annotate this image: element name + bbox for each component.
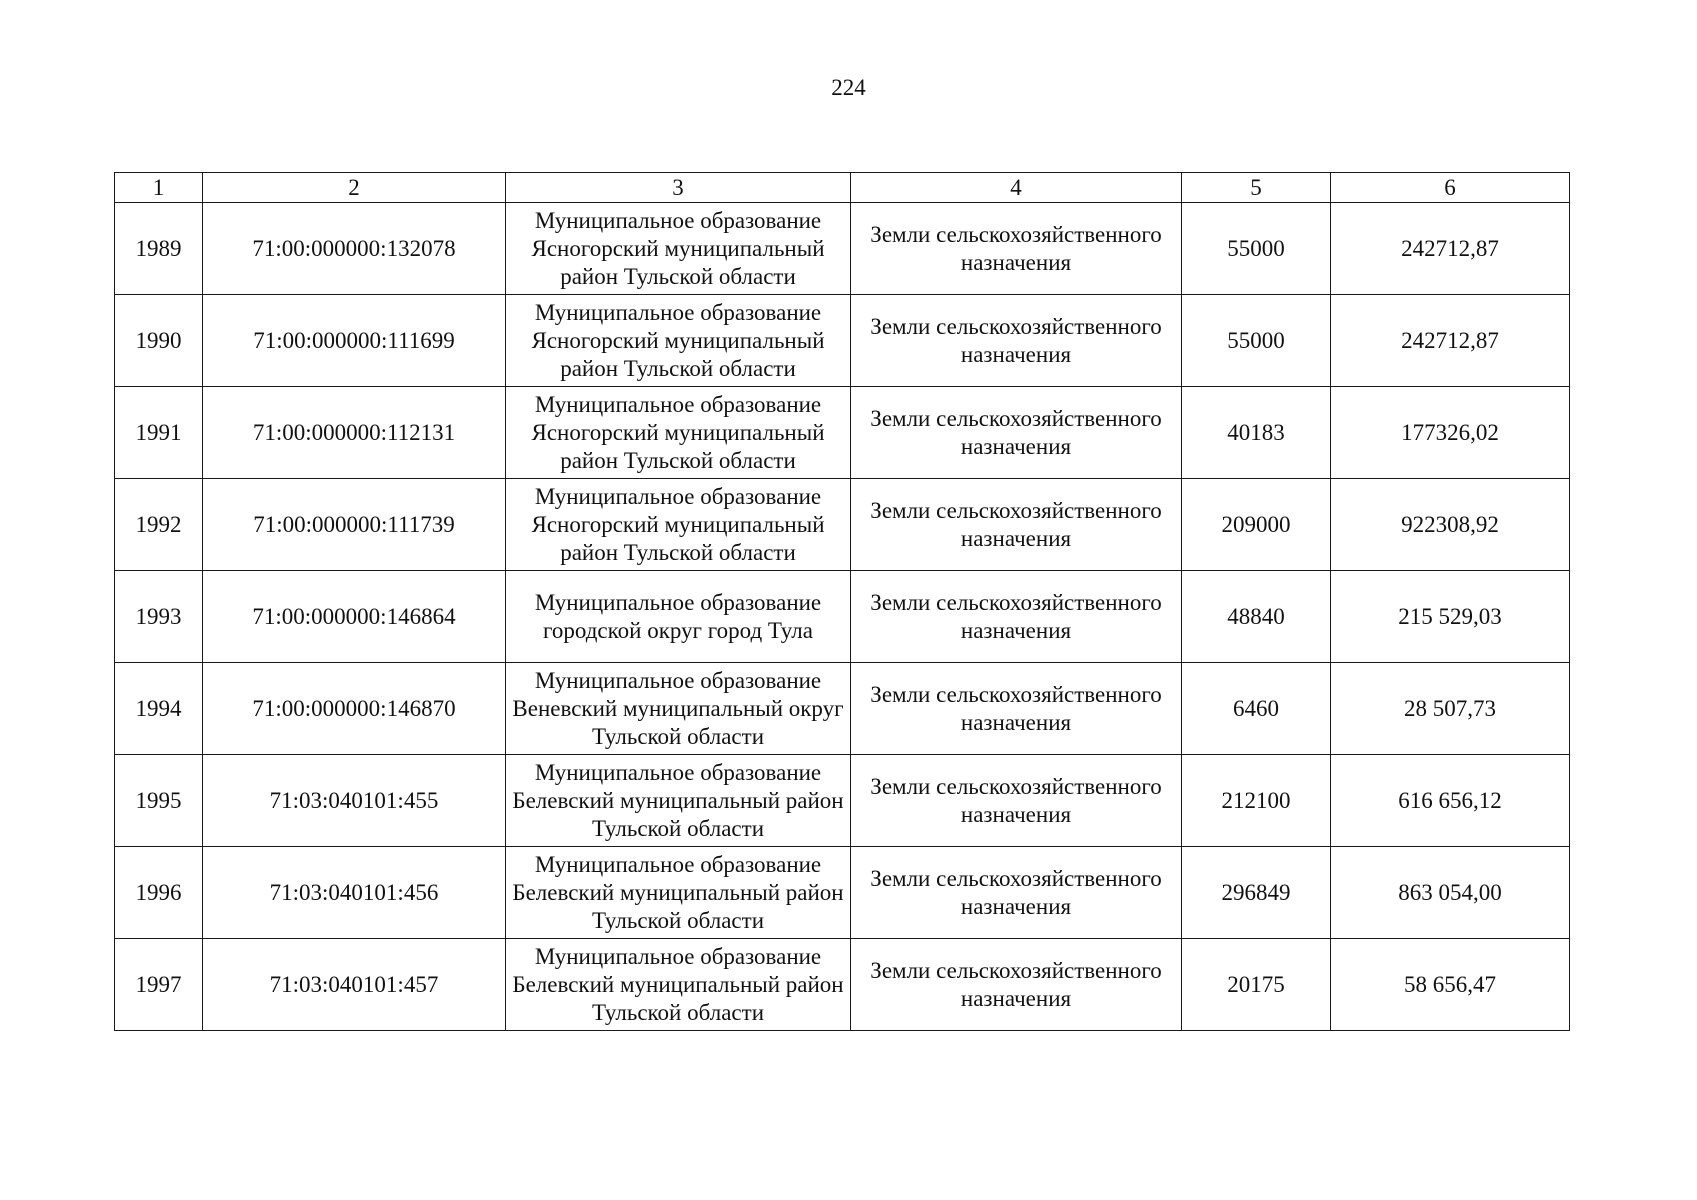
table-row xyxy=(115,939,1570,1031)
land-category-cell: Земли сельскохозяйственного назначения xyxy=(851,939,1182,1031)
area-cell: 55000 xyxy=(1182,295,1331,387)
cadastral-number-cell: 71:00:000000:146864 xyxy=(203,571,506,663)
page-number: 224 xyxy=(831,75,866,100)
row-index-cell: 1989 xyxy=(115,203,203,295)
cadastral-number-cell: 71:03:040101:457 xyxy=(203,939,506,1031)
header-row xyxy=(115,173,1570,203)
row-index-cell: 1990 xyxy=(115,295,203,387)
cadastral-number-cell: 71:00:000000:111699 xyxy=(203,295,506,387)
row-index-cell: 1995 xyxy=(115,755,203,847)
value-cell: 58 656,47 xyxy=(1331,939,1570,1031)
table-row xyxy=(115,295,1570,387)
owner-cell: Муниципальное образование Белевский муниципальный район Тульской области xyxy=(506,847,851,939)
cadastral-number-cell: 71:00:000000:146870 xyxy=(203,663,506,755)
land-category-cell: Земли сельскохозяйственного назначения xyxy=(851,203,1182,295)
land-category-cell: Земли сельскохозяйственного назначения xyxy=(851,663,1182,755)
cadastral-number-cell: 71:00:000000:111739 xyxy=(203,479,506,571)
area-cell: 209000 xyxy=(1182,479,1331,571)
value-cell: 242712,87 xyxy=(1331,203,1570,295)
owner-cell: Муниципальное образование Белевский муниципальный район Тульской области xyxy=(506,755,851,847)
cadastral-number-cell: 71:03:040101:456 xyxy=(203,847,506,939)
table-row xyxy=(115,571,1570,663)
cadastral-number-cell: 71:00:000000:132078 xyxy=(203,203,506,295)
land-category-cell: Земли сельскохозяйственного назначения xyxy=(851,571,1182,663)
area-cell: 55000 xyxy=(1182,203,1331,295)
column-number-5: 5 xyxy=(1182,173,1331,203)
value-cell: 242712,87 xyxy=(1331,295,1570,387)
row-index-cell: 1993 xyxy=(115,571,203,663)
land-category-cell: Земли сельскохозяйственного назначения xyxy=(851,847,1182,939)
owner-cell: Муниципальное образование городской округ город Тула xyxy=(506,571,851,663)
row-index-cell: 1996 xyxy=(115,847,203,939)
value-cell: 177326,02 xyxy=(1331,387,1570,479)
owner-cell: Муниципальное образование Белевский муниципальный район Тульской области xyxy=(506,939,851,1031)
owner-cell: Муниципальное образование Ясногорский муниципальный район Тульской области xyxy=(506,387,851,479)
table-row xyxy=(115,479,1570,571)
column-number-2: 2 xyxy=(203,173,506,203)
table-row xyxy=(115,663,1570,755)
column-number-4: 4 xyxy=(851,173,1182,203)
owner-cell: Муниципальное образование Ясногорский муниципальный район Тульской области xyxy=(506,295,851,387)
column-number-6: 6 xyxy=(1331,173,1570,203)
row-index-cell: 1994 xyxy=(115,663,203,755)
table-header xyxy=(115,173,1570,203)
area-cell: 6460 xyxy=(1182,663,1331,755)
land-category-cell: Земли сельскохозяйственного назначения xyxy=(851,387,1182,479)
column-number-1: 1 xyxy=(115,173,203,203)
table-row xyxy=(115,387,1570,479)
land-plots-table xyxy=(114,172,1570,1031)
owner-cell: Муниципальное образование Ясногорский муниципальный район Тульской области xyxy=(506,479,851,571)
value-cell: 215 529,03 xyxy=(1331,571,1570,663)
table-row xyxy=(115,203,1570,295)
area-cell: 48840 xyxy=(1182,571,1331,663)
column-number-3: 3 xyxy=(506,173,851,203)
table-row xyxy=(115,755,1570,847)
table-row xyxy=(115,847,1570,939)
row-index-cell: 1991 xyxy=(115,387,203,479)
area-cell: 296849 xyxy=(1182,847,1331,939)
cadastral-number-cell: 71:03:040101:455 xyxy=(203,755,506,847)
area-cell: 20175 xyxy=(1182,939,1331,1031)
area-cell: 212100 xyxy=(1182,755,1331,847)
owner-cell: Муниципальное образование Веневский муниципальный округ Тульской области xyxy=(506,663,851,755)
value-cell: 922308,92 xyxy=(1331,479,1570,571)
table-body xyxy=(115,203,1570,1031)
row-index-cell: 1997 xyxy=(115,939,203,1031)
value-cell: 863 054,00 xyxy=(1331,847,1570,939)
row-index-cell: 1992 xyxy=(115,479,203,571)
land-category-cell: Земли сельскохозяйственного назначения xyxy=(851,295,1182,387)
value-cell: 616 656,12 xyxy=(1331,755,1570,847)
value-cell: 28 507,73 xyxy=(1331,663,1570,755)
area-cell: 40183 xyxy=(1182,387,1331,479)
land-category-cell: Земли сельскохозяйственного назначения xyxy=(851,479,1182,571)
land-category-cell: Земли сельскохозяйственного назначения xyxy=(851,755,1182,847)
cadastral-number-cell: 71:00:000000:112131 xyxy=(203,387,506,479)
owner-cell: Муниципальное образование Ясногорский муниципальный район Тульской области xyxy=(506,203,851,295)
